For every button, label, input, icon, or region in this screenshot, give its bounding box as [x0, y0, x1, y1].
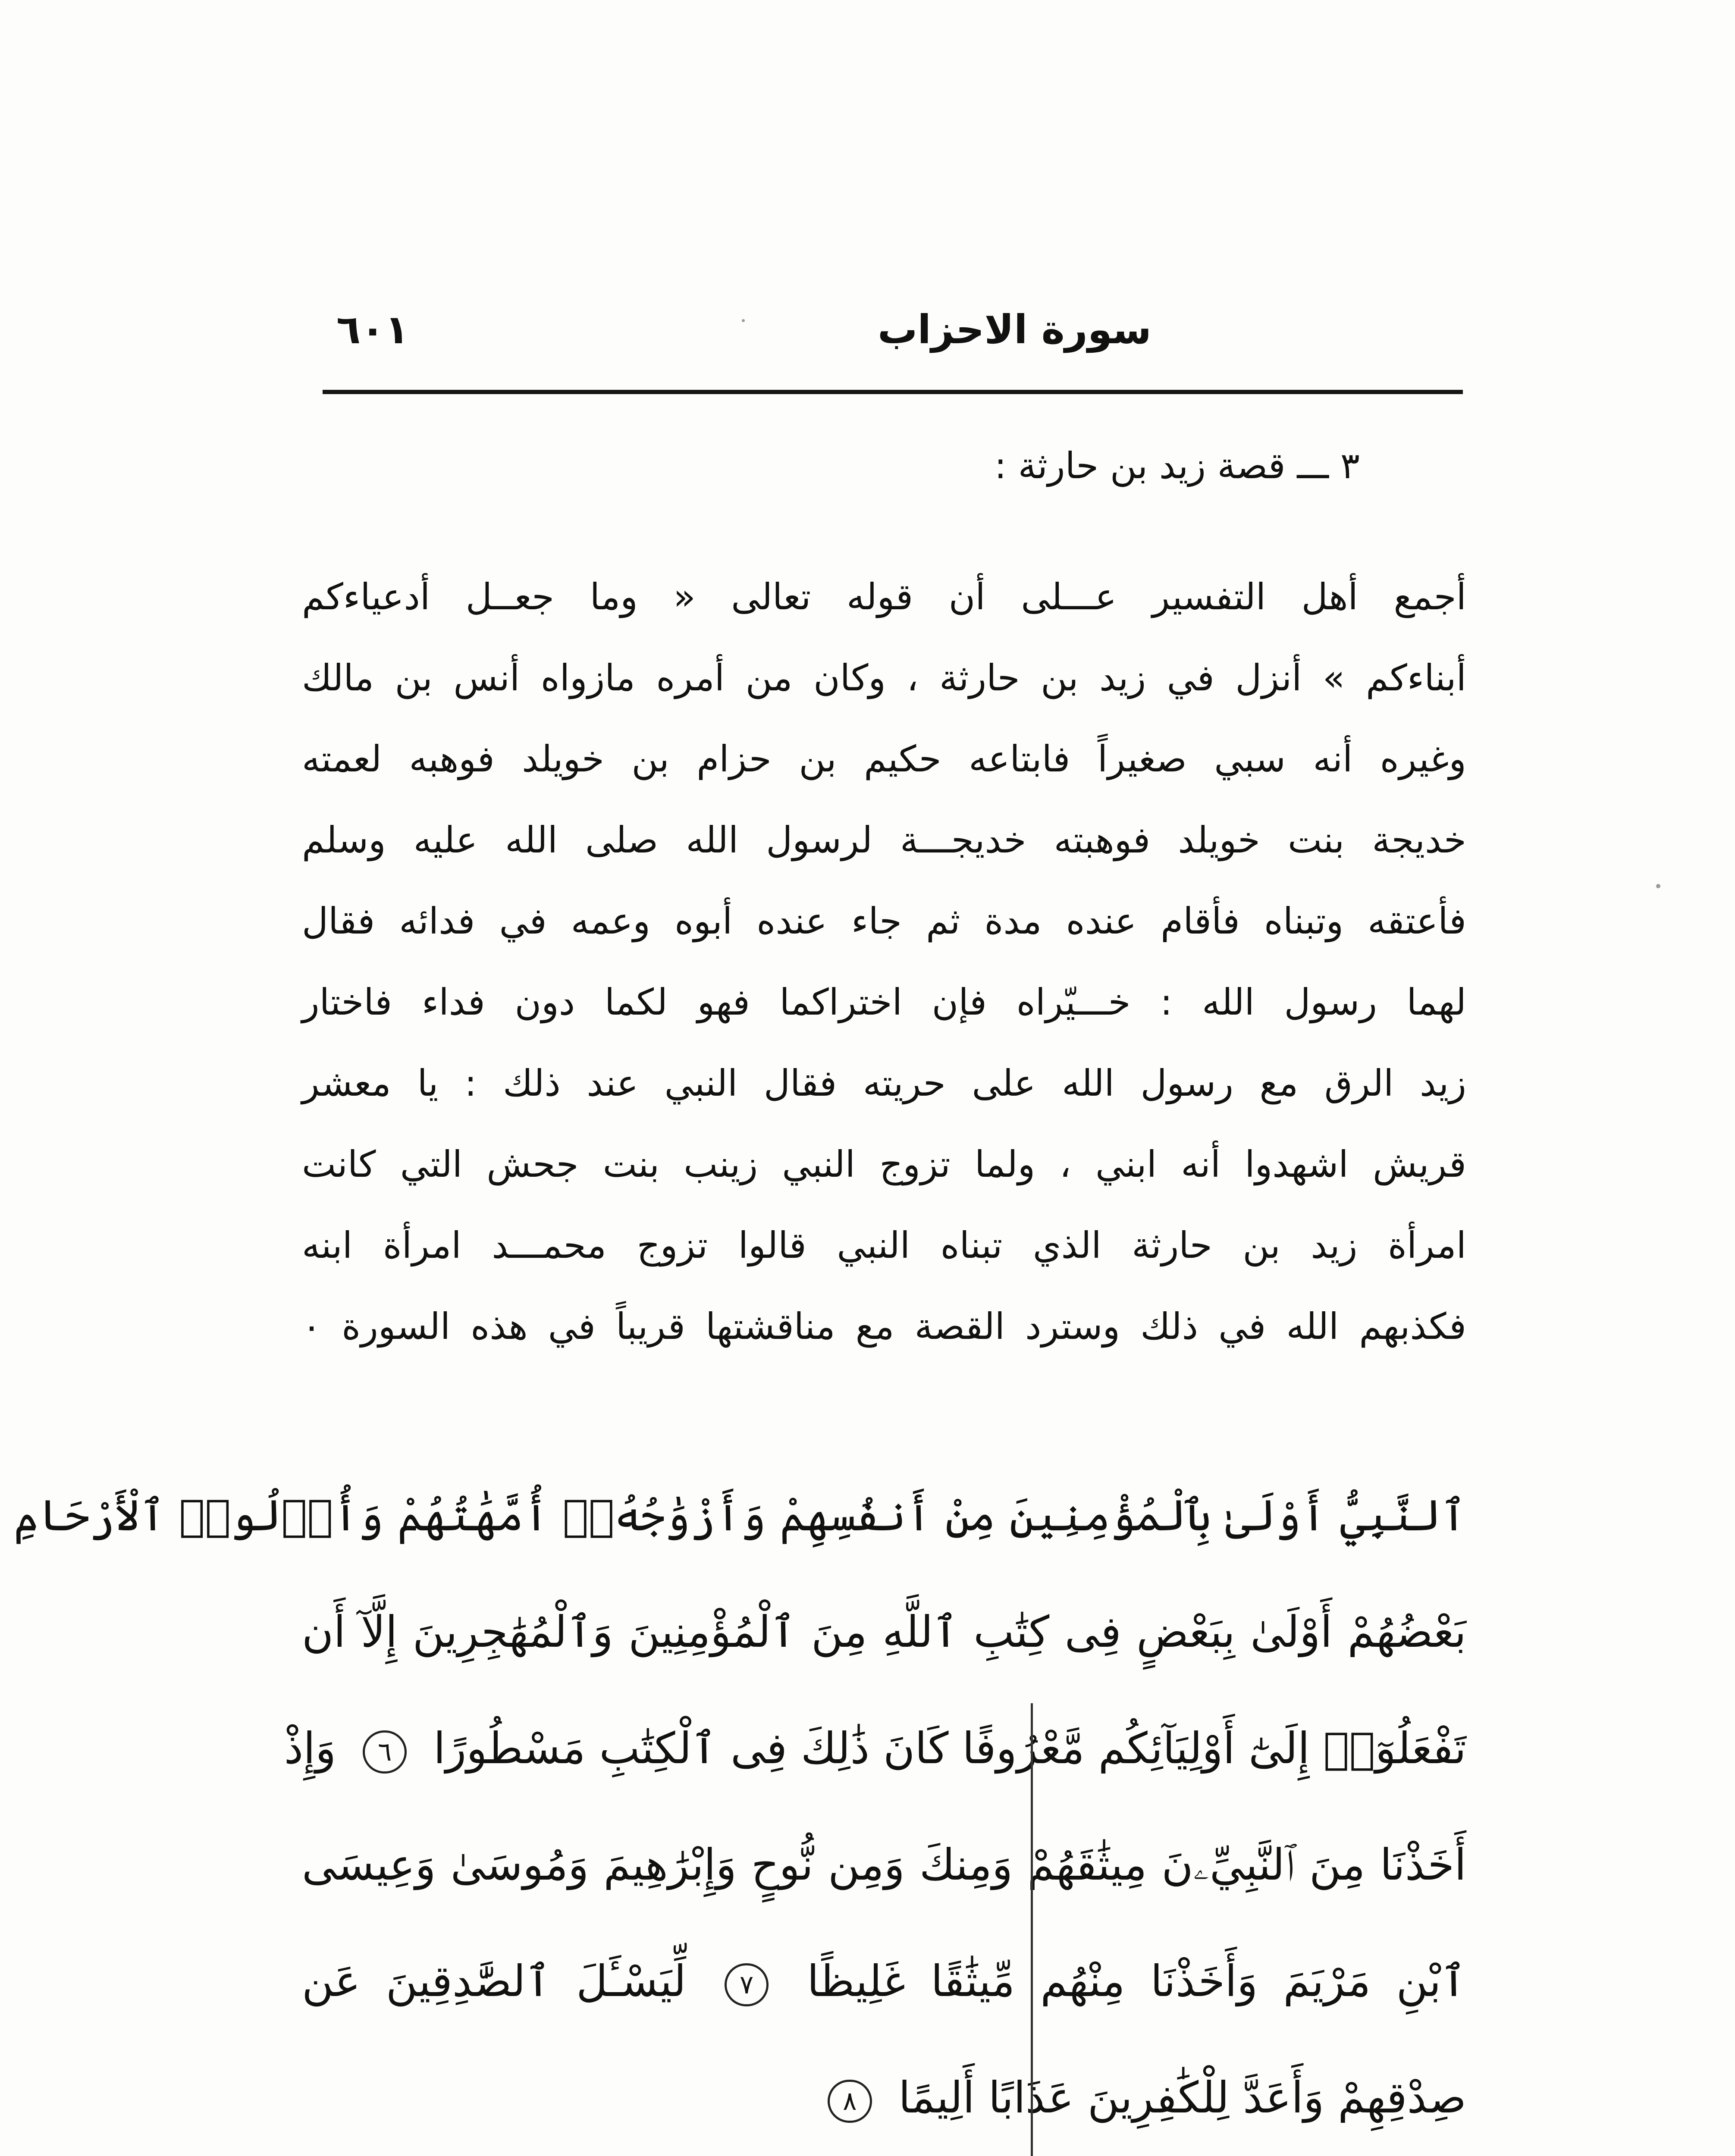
commentary-line: زيد الرق مع رسول الله على حريته فقال النبي عند ذلك : يا معشر	[302, 1062, 1466, 1104]
verse-line	[302, 1923, 1466, 2040]
verse-text: صِدْقِهِمْ وَأَعَدَّ لِلْكَٰفِرِينَ عَذَابًا أَلِيمًا	[898, 2072, 1466, 2123]
header-divider	[323, 390, 1463, 394]
verse-line	[284, 1690, 1466, 1807]
running-header	[319, 302, 1462, 371]
verse-text: وَإِذْ	[284, 1723, 336, 1774]
commentary-paragraph	[302, 556, 1466, 1367]
commentary-line: فأعتقه وتبناه فأقام عنده مدة ثم جاء عنده أبوه وعمه في فدائه فقال	[302, 900, 1466, 942]
quran-verses-block	[13, 1457, 1466, 2156]
commentary-line: لهما رسول الله : خـــيّراه فإن اختراكما فهو لكما دون فداء فاختار	[302, 981, 1466, 1023]
page-number: ٦٠١	[336, 307, 409, 353]
verse-text: تَفْعَلُوٓا۟ إِلَىٰٓ أَوْلِيَآئِكُم مَّعْرُوفًا كَانَ ذَٰلِكَ فِى ٱلْكِتَٰبِ مَسْطُورًا	[433, 1723, 1466, 1774]
verse-text: بَعْضُهُمْ أَوْلَىٰ بِبَعْضٍ فِى كِتَٰبِ ٱللَّهِ مِنَ ٱلْمُؤْمِنِينَ وَٱلْمُهَٰجِرِينَ إِلَّآ أَن	[302, 1607, 1466, 1657]
verse-text: لِّيَسْـَٔلَ ٱلصَّٰدِقِينَ عَن	[302, 1956, 687, 2006]
ayah-number-marker: ٨	[828, 2080, 872, 2123]
commentary-line: أجمع أهل التفسير عـــلى أن قوله تعالى « وما جعــل أدعياءكم	[302, 576, 1466, 618]
commentary-line: خديجة بنت خويلد فوهبته خديجـــة لرسول الله صلى الله عليه وسلم	[302, 819, 1466, 861]
scan-speck	[1656, 884, 1660, 888]
commentary-line: امرأة زيد بن حارثة الذي تبناه النبي قالوا تزوج محمـــد امرأة ابنه	[302, 1224, 1466, 1266]
ayah-number-marker: ٧	[725, 1963, 769, 2006]
commentary-line: أبناءكم » أنزل في زيد بن حارثة ، وكان من أمره مازواه أنس بن مالك	[302, 657, 1466, 699]
verse-text: ٱلنَّبِيُّ أَوْلَىٰ بِٱلْمُؤْمِنِينَ مِنْ أَنفُسِهِمْ وَأَزْوَٰجُهُۥٓ أُمَّهَٰتُهُمْ وَأُو۟لُوا۟ ٱلْأَرْحَامِ	[13, 1490, 1466, 1541]
surah-title: سورة الاحزاب	[877, 307, 1151, 353]
section-heading: ٣ ـــ قصة زيد بن حارثة :	[994, 445, 1360, 487]
verse-line	[302, 1807, 1466, 1923]
verse-text: ٱبْنِ مَرْيَمَ وَأَخَذْنَا مِنْهُم مِّيثَٰقًا غَلِيظًا	[807, 1956, 1466, 2006]
scan-speck	[742, 319, 745, 322]
commentary-line: فكذبهم الله في ذلك وسترد القصة مع مناقشتها قريباً في هذه السورة ٠	[302, 1305, 1466, 1348]
verse-line	[302, 2040, 1466, 2156]
verse-line	[13, 1457, 1466, 1574]
commentary-line: قريش اشهدوا أنه ابني ، ولما تزوج النبي زينب بنت جحش التي كانت	[302, 1143, 1466, 1185]
vertical-fold-line	[1031, 1703, 1033, 2156]
verse-text: أَخَذْنَا مِنَ ٱلنَّبِيِّۦنَ مِيثَٰقَهُمْ وَمِنكَ وَمِن نُّوحٍ وَإِبْرَٰهِيمَ وَمُوسَىٰ وَعِيسَى	[302, 1839, 1466, 1890]
commentary-line: وغيره أنه سبي صغيراً فابتاعه حكيم بن حزام بن خويلد فوهبه لعمته	[302, 738, 1466, 780]
verse-line	[302, 1574, 1466, 1690]
ayah-number-marker: ٦	[363, 1730, 407, 1774]
